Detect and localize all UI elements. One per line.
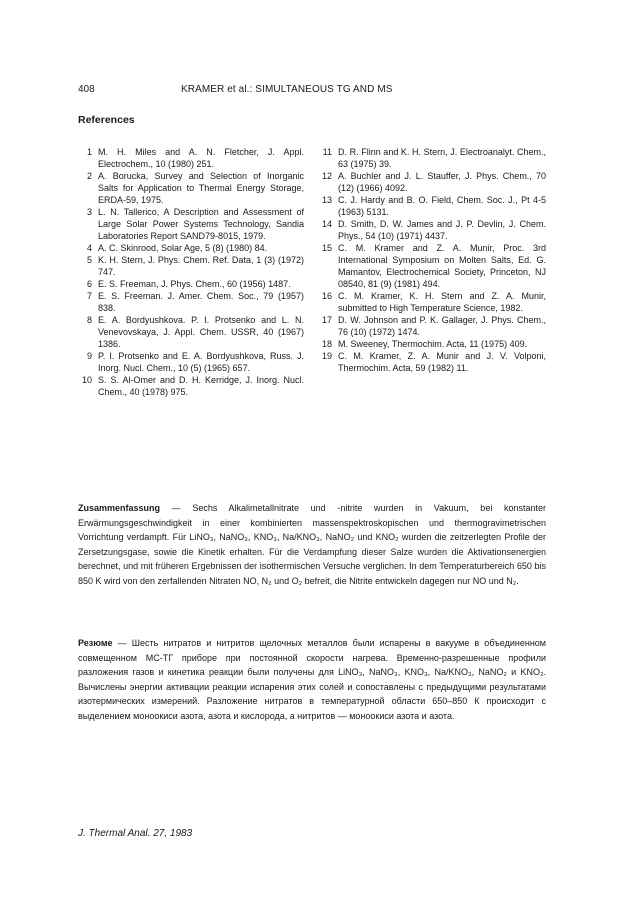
reference-item [318, 242, 546, 290]
reference-text: A. Buchler and J. L. Stauffer, J. Phys. Chem., 70 (12) (1966) 4092. [338, 171, 546, 193]
reference-text: E. S. Freeman, J. Phys. Chem., 60 (1956) 1487. [98, 279, 291, 289]
reference-text: E. A. Bordyushkova. P. I. Protsenko and L. N. Venevovskaya, J. Appl. Chem. USSR, 40 (1967) 1386. [98, 315, 304, 349]
reference-item [318, 290, 546, 314]
reference-number: 2 [86, 171, 92, 181]
reference-text: S. S. Al-Omer and D. H. Kerridge, J. Inorg. Nucl. Chem., 40 (1978) 975. [98, 375, 304, 397]
reference-text: A. Borucka, Survey and Selection of Inorganic Salts for Application to Thermal Energy Storage, ERDA-59, 1975. [98, 171, 304, 205]
reference-number: 11 [322, 147, 332, 157]
reference-number: 7 [86, 291, 92, 301]
reference-item [78, 374, 304, 398]
journal-footer: J. Thermal Anal. 27, 1983 [78, 828, 193, 839]
reference-text: C. M. Kramer, K. H. Stern and Z. A. Munir, submitted to High Temperature Science, 1982. [338, 291, 546, 313]
references-heading: References [78, 114, 135, 126]
reference-item [318, 218, 546, 242]
reference-number: 18 [321, 339, 332, 349]
reference-text: L. N. Tallerico, A Description and Assessment of Large Solar Power Systems Technology, Sandia Laboratories Report SAND79-8015, 1979. [98, 207, 304, 241]
reference-number: 4 [86, 243, 92, 253]
reference-item [78, 242, 304, 254]
reference-item [318, 314, 546, 338]
rezyume-abstract [78, 636, 546, 723]
reference-number: 5 [86, 255, 92, 265]
reference-number: 13 [321, 195, 332, 205]
reference-item [318, 338, 546, 350]
reference-item [78, 350, 304, 374]
reference-number: 14 [321, 219, 332, 229]
references-left-column [78, 146, 304, 398]
reference-text: E. S. Freeman. J. Amer. Chem. Soc., 79 (1957) 838. [98, 291, 304, 313]
running-header [78, 84, 548, 98]
reference-item [318, 170, 546, 194]
zusammenfassung-label: Zusammenfassung [78, 503, 161, 513]
reference-number: 10 [81, 375, 92, 385]
rezyume-text: — Шесть нитратов и нитритов щелочных металлов были испарены в вакууме в объединенном совмещенном МС-ТГ приборе при постоянной скорости нагрева. Временно-разрешенные профили разложения газов и кинетика реакции были получены для LiNO₃, NaNO₃, KNO₃, Na/KNO₃, NaNO₂ и KNO₂. Вычислены энергии активации реакции испарения этих солей и сопоставлены с предыдущими результатами изотермических измерений. Разложение нитратов в температурной области 650–850 К происходит с выделением моноокиси азота, азота и кислорода, а нитритов — моноокиси азота и азота. [78, 638, 546, 721]
zusammenfassung-abstract [78, 501, 546, 588]
reference-text: D. Smith, D. W. James and J. P. Devlin, J. Chem. Phys., 54 (10) (1971) 4437. [338, 219, 546, 241]
reference-number: 1 [86, 147, 92, 157]
reference-item [78, 314, 304, 350]
reference-text: C. J. Hardy and B. O. Field, Chem. Soc. J., Pt 4-5 (1963) 5131. [338, 195, 546, 217]
reference-number: 3 [86, 207, 92, 217]
reference-item [78, 290, 304, 314]
reference-text: D. W. Johnson and P. K. Gallager, J. Phys. Chem., 76 (10) (1972) 1474. [338, 315, 546, 337]
reference-number: 16 [321, 291, 332, 301]
reference-item [318, 350, 546, 374]
zusammenfassung-text: — Sechs Alkalimetallnitrate und -nitrite wurden in Vakuum, bei konstanter Erwärmungsgeschwindigkeit in einer kombinierten massenspektroskopischen und thermogravimetrischen Vorrichtung verdampft. Für LiNO₃, NaNO₃, KNO₃, Na/KNO₃, NaNO₂ und KNO₂ wurden die zeitzerlegten Profile der Zersetzungsgase, sowie die Kinetik erhalten. Für die Verdampfung dieser Salze wurden die Aktivationsenergien berechnet, und mit früheren Ergebnissen der isothermischen Versuche verglichen. In dem Temperaturbereich 650 bis 850 K wird von den zerfallenden Nitraten NO, N₂ und O₂ befreit, die Nitrite entwickeln dagegen nur NO und N₂. [78, 503, 546, 586]
reference-text: A. C. Skinrood, Solar Age, 5 (8) (1980) 84. [98, 243, 268, 253]
reference-number: 6 [86, 279, 92, 289]
reference-item [78, 146, 304, 170]
reference-number: 8 [86, 315, 92, 325]
reference-text: K. H. Stern, J. Phys. Chem. Ref. Data, 1 (3) (1972) 747. [98, 255, 304, 277]
reference-item [78, 170, 304, 206]
reference-text: M. H. Miles and A. N. Fletcher, J. Appl. Electrochem., 10 (1980) 251. [98, 147, 304, 169]
reference-text: C. M. Kramer and Z. A. Munir, Proc. 3rd International Symposium on Molten Salts, Ed. G. Mamantov, Electrochemical Society, Princeton, NJ 08540, 81 (9) (1981) 494. [338, 243, 546, 289]
reference-text: P. I. Protsenko and E. A. Bordyushkova, Russ. J. Inorg. Nucl. Chem., 10 (5) (1965) 657. [98, 351, 304, 373]
references-right-column [318, 146, 546, 374]
reference-number: 19 [321, 351, 332, 361]
reference-item [318, 146, 546, 170]
reference-item [78, 206, 304, 242]
reference-item [78, 278, 304, 290]
reference-text: D. R. Flinn and K. H. Stern, J. Electroanalyt. Chem., 63 (1975) 39. [338, 147, 546, 169]
page-number: 408 [78, 84, 95, 95]
reference-number: 12 [321, 171, 332, 181]
reference-text: C. M. Kramer, Z. A. Munir and J. V. Volponi, Thermochim. Acta, 59 (1982) 11. [338, 351, 546, 373]
running-title: KRAMER et al.: SIMULTANEOUS TG AND MS [181, 84, 393, 95]
rezyume-label: Резюме [78, 638, 113, 648]
reference-number: 17 [321, 315, 332, 325]
reference-item [318, 194, 546, 218]
reference-number: 15 [321, 243, 332, 253]
reference-number: 9 [86, 351, 92, 361]
reference-item [78, 254, 304, 278]
reference-text: M. Sweeney, Thermochim. Acta, 11 (1975) 409. [338, 339, 528, 349]
